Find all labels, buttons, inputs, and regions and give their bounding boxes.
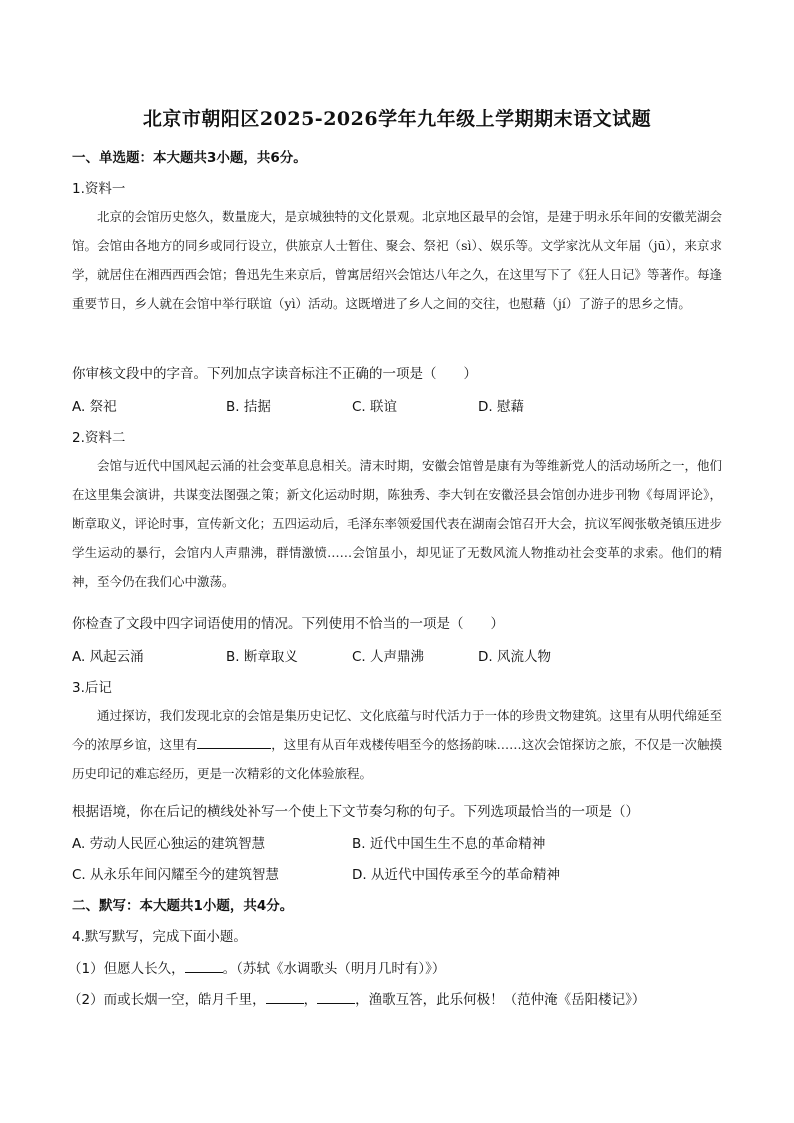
q4-item-2-blank-1[interactable]	[266, 991, 304, 1004]
q4-item-1	[68, 957, 445, 977]
section-heading-2: 二、默写：本大题共1小题，共4分。	[72, 898, 294, 914]
q1-question: 你审核文段中的字音。下列加点字读音标注不正确的一项是（ ）	[72, 366, 477, 382]
q3-fill-blank[interactable]	[197, 736, 271, 749]
q4-item-2-mid: ，	[303, 992, 318, 1008]
q1-option-b[interactable]: B. 拮据	[226, 399, 271, 415]
section-heading-1: 一、单选题：本大题共3小题，共6分。	[72, 150, 307, 166]
q4-item-1-before: （1）但愿人长久，	[68, 961, 185, 977]
q3-passage	[72, 701, 722, 788]
q4-item-2-after: ，渔歌互答，此乐何极！（范仲淹《岳阳楼记》）	[355, 992, 646, 1008]
q3-passage-after: ，这里有从百年戏楼传唱至今的悠扬韵味……这次会馆探访之旅，不仅是一次触摸历史印记的难忘经历，更是一次精彩的文化体验旅程。	[72, 737, 722, 781]
q1-label: 1.资料一	[72, 181, 126, 197]
q2-passage: 会馆与近代中国风起云涌的社会变革息息相关。清末时期，安徽会馆曾是康有为等维新党人的活动场所之一，他们在这里集会演讲，共谋变法图强之策；新文化运动时期，陈独秀、李大钊在安徽泾县会馆创办进步刊物《每周评论》，断章取义，评论时事，宣传新文化；五四运动后，毛泽东率领爱国代表在湖南会馆召开大会，抗议军阀张敬尧镇压进步学生运动的暴行，会馆内人声鼎沸，群情激愤……会馆虽小，却见证了无数风流人物推动社会变革的求索。他们的精神，至今仍在我们心中激荡。	[72, 458, 723, 589]
q1-option-a[interactable]: A. 祭祀	[72, 399, 117, 415]
q2-question: 你检查了文段中四字词语使用的情况。下列使用不恰当的一项是（ ）	[72, 616, 504, 632]
q4-item-2-before: （2）而或长烟一空，皓月千里，	[68, 992, 266, 1008]
q3-option-d[interactable]: D. 从近代中国传承至今的革命精神	[352, 867, 560, 883]
q2-option-a[interactable]: A. 风起云涌	[72, 649, 144, 665]
q2-option-c[interactable]: C. 人声鼎沸	[352, 649, 425, 665]
q2-option-b[interactable]: B. 断章取义	[226, 649, 298, 665]
q1-passage: 北京的会馆历史悠久，数量庞大，是京城独特的文化景观。北京地区最早的会馆，是建于明永乐年间的安徽芜湖会馆。会馆由各地方的同乡或同行设立，供旅京人士暂住、聚会、祭祀（sì）、娱乐等。文学家沈从文年届（jū），来京求学，就居住在湘西西西会馆；鲁迅先生来京后，曾寓居绍兴会馆达八年之久，在这里写下了《狂人日记》等著作。每逢重要节日，乡人就在会馆中举行联谊（yì）活动。这既增进了乡人之间的交往，也慰藉（jí）了游子的思乡之情。	[72, 209, 723, 311]
q3-label: 3.后记	[72, 680, 112, 696]
q2-option-d[interactable]: D. 风流人物	[478, 649, 551, 665]
q3-option-c[interactable]: C. 从永乐年间闪耀至今的建筑智慧	[72, 867, 280, 883]
q3-option-b[interactable]: B. 近代中国生生不息的革命精神	[352, 836, 546, 852]
q1-option-c[interactable]: C. 联谊	[352, 399, 398, 415]
q4-label: 4.默写默写，完成下面小题。	[72, 929, 247, 945]
q3-option-a[interactable]: A. 劳动人民匠心独运的建筑智慧	[72, 836, 266, 852]
page-title: 北京市朝阳区2025-2026学年九年级上学期期末语文试题	[142, 108, 652, 130]
q3-passage-before: 通过探访，我们发现北京的会馆是集历史记忆、文化底蕴与时代活力于一体的珍贵文物建筑。这里有从明代绵延至今的浓厚乡谊，这里有	[72, 708, 723, 752]
q1-option-d[interactable]: D. 慰藉	[478, 399, 524, 415]
q4-item-1-after: 。（苏轼《水调歌头（明月几时有）》）	[222, 961, 446, 977]
q2-label: 2.资料二	[72, 430, 126, 446]
q3-question: 根据语境，你在后记的横线处补写一个使上下文节奏匀称的句子。下列选项最恰当的一项是（）	[72, 804, 639, 820]
q4-item-2	[68, 988, 645, 1008]
q4-item-1-blank[interactable]	[185, 960, 223, 973]
q4-item-2-blank-2[interactable]	[317, 991, 355, 1004]
